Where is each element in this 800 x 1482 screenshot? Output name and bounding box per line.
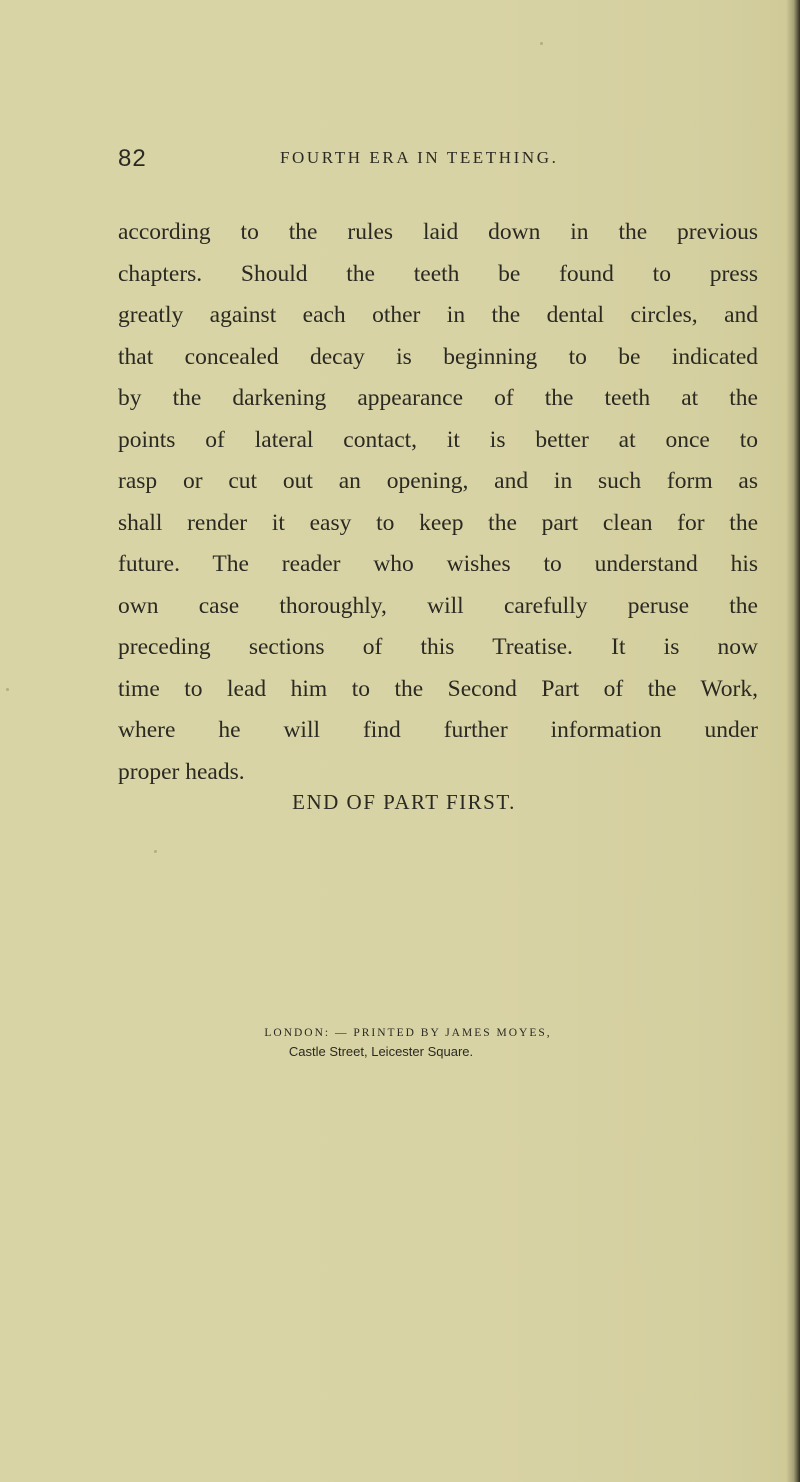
text-line: preceding sections of this Treatise. It is now [118, 634, 758, 660]
text-line: rasp or cut out an opening, and in such form as [118, 468, 758, 494]
printer-imprint [0, 1024, 800, 1062]
text-line: shall render it easy to keep the part clean for the [118, 509, 758, 536]
body-paragraph [118, 212, 758, 793]
running-title: FOURTH ERA IN TEETHING. [280, 148, 559, 167]
imprint-printer-line: LONDON: — PRINTED BY JAMES MOYES, [264, 1027, 552, 1039]
paper-speck [154, 850, 157, 853]
running-header [118, 145, 758, 175]
text-line: future. The reader who wishes to understand his [118, 551, 758, 577]
imprint-address-line: Castle Street, Leicester Square. [288, 1044, 474, 1059]
text-line: greatly against each other in the dental circles, and [118, 302, 758, 328]
text-line: that concealed decay is beginning to be indicated [118, 343, 758, 370]
page-edge-shadow [786, 0, 800, 1482]
text-line: time to lead him to the Second Part of the Work, [118, 675, 758, 702]
paper-speck [540, 42, 543, 45]
text-line: where he will find further information under [118, 717, 758, 743]
text-line: according to the rules laid down in the previous [118, 219, 758, 245]
text-line: points of lateral contact, it is better at once to [118, 426, 758, 453]
text-line: chapters. Should the teeth be found to press [118, 260, 758, 287]
text-line: by the darkening appearance of the teeth at the [118, 385, 758, 411]
end-of-part-heading: END OF PART FIRST. [292, 790, 516, 814]
text-line: own case thoroughly, will carefully peruse the [118, 592, 758, 619]
text-line: proper heads. [118, 758, 245, 785]
paper-speck [6, 688, 9, 691]
page-number: 82 [118, 145, 147, 172]
